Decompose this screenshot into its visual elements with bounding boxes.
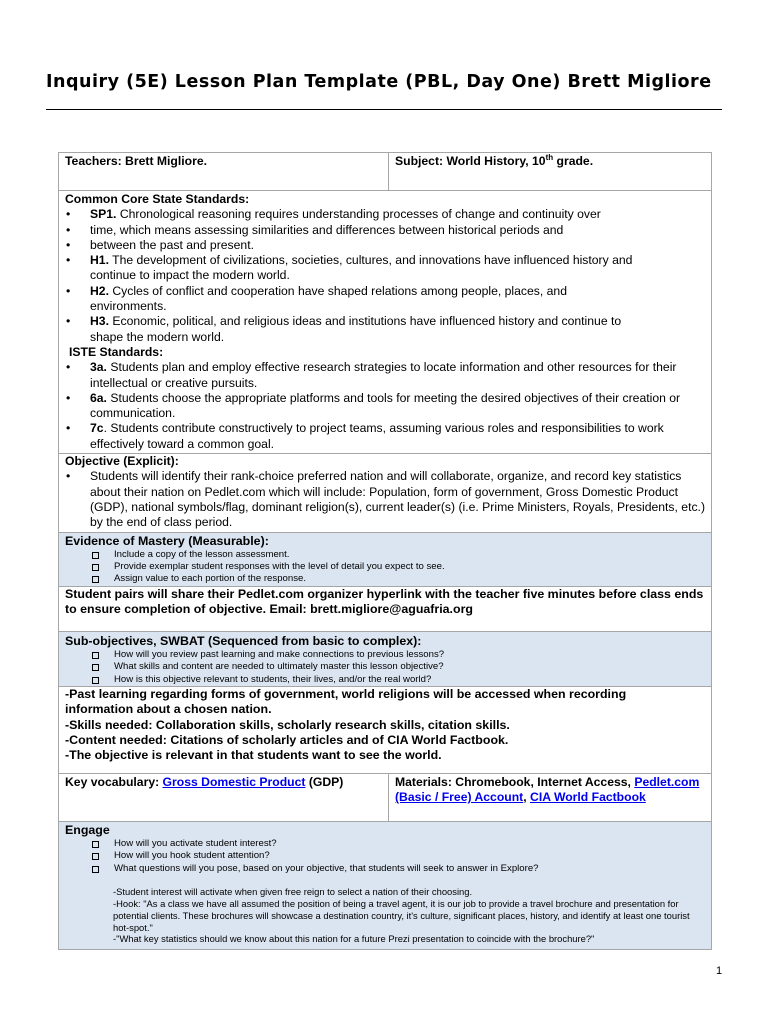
ccss-text: Economic, political, and religious ideas and institutions have influenced history and continue to shape the modern world. bbox=[90, 314, 622, 344]
objective-row bbox=[59, 454, 712, 532]
standards-row bbox=[59, 191, 712, 454]
engage-answer: -Hook: "As a class we have all assumed the position of being a travel agent, it is our job to provide a travel brochure and presentation for potential clients. These brochures will showcase a destination country, it's culture, significant places, history, and identify at least one tourist hot-spot." bbox=[113, 897, 690, 933]
subobjectives-heading: Sub-objectives, SWBAT (Sequenced from basic to complex): bbox=[65, 633, 422, 648]
evidence-answer-cell bbox=[59, 586, 712, 631]
objective-cell bbox=[59, 454, 712, 532]
subject-cell bbox=[389, 153, 712, 191]
iste-code: 3a. bbox=[90, 360, 107, 375]
evidence-header-cell bbox=[59, 532, 712, 586]
ccss-item bbox=[65, 284, 706, 315]
iste-list bbox=[65, 360, 706, 452]
document-title: Inquiry (5E) Lesson Plan Template (PBL, Day One) Brett Migliore bbox=[46, 72, 712, 92]
subobjective-prompt: How is this objective relevant to students, their lives, and/or the real world? bbox=[90, 674, 706, 686]
subobjective-answer: -The objective is relevant in that students want to see the world. bbox=[65, 748, 442, 763]
ccss-item bbox=[65, 314, 706, 345]
subobjectives-header-row bbox=[59, 631, 712, 686]
engage-spacer bbox=[65, 875, 706, 886]
engage-prompt: How will you hook student attention? bbox=[90, 850, 706, 862]
ccss-heading: Common Core State Standards: bbox=[65, 192, 250, 206]
evidence-answer: Student pairs will share their Pedlet.com organizer hyperlink with the teacher five minutes before class ends to ensure completion of objective. Email: brett.migliore@aguafria.org bbox=[65, 586, 704, 617]
iste-item bbox=[65, 421, 706, 452]
subobjective-answer: -Content needed: Citations of scholarly articles and of CIA World Factbook. bbox=[65, 732, 509, 747]
subobjective-prompt: How will you review past learning and make connections to previous lessons? bbox=[90, 649, 706, 661]
page-number: 1 bbox=[716, 965, 723, 977]
iste-text: Students choose the appropriate platforms and tools for meeting the desired objectives of their creation or communication. bbox=[90, 390, 681, 421]
subobjective-answer: -Past learning regarding forms of government, world religions will be accessed when recording information about a chosen nation. bbox=[65, 686, 627, 717]
ccss-item bbox=[65, 253, 706, 284]
vocab-suffix: (GDP) bbox=[305, 774, 344, 789]
ccss-item bbox=[65, 223, 706, 238]
ccss-code: H1. bbox=[90, 253, 109, 268]
ccss-item bbox=[65, 207, 706, 222]
vocab-label: Key vocabulary: bbox=[65, 774, 163, 789]
subobjective-prompt: What skills and content are needed to ultimately master this lesson objective? bbox=[90, 661, 706, 673]
evidence-header-row bbox=[59, 532, 712, 586]
engage-answer: -Student interest will activate when given free reign to select a nation of their choosing. bbox=[113, 886, 473, 898]
evidence-prompts bbox=[65, 549, 706, 586]
subobjectives-answer-row bbox=[59, 686, 712, 773]
evidence-prompt: Provide exemplar student responses with the level of detail you expect to see. bbox=[90, 561, 706, 573]
ccss-text: time, which means assessing similarities and differences between historical periods and bbox=[90, 222, 564, 237]
evidence-heading: Evidence of Mastery (Measurable): bbox=[65, 533, 269, 548]
vocab-materials-row bbox=[59, 773, 712, 821]
pedlet-link[interactable]: Pedlet.com (Basic / Free) Account bbox=[395, 774, 700, 805]
teachers-cell bbox=[59, 153, 389, 191]
cia-factbook-link[interactable]: CIA World Factbook bbox=[530, 790, 646, 805]
ccss-text: Chronological reasoning requires understanding processes of change and continuity over bbox=[116, 207, 601, 222]
title-divider bbox=[46, 109, 722, 110]
iste-item bbox=[65, 360, 706, 391]
subject-sup: th bbox=[545, 152, 554, 162]
iste-code: 6a. bbox=[90, 390, 107, 405]
materials-sep: , bbox=[523, 790, 531, 805]
ccss-code: SP1. bbox=[90, 207, 117, 222]
engage-header-row bbox=[59, 821, 712, 949]
materials-label: Materials: Chromebook, Internet Access, bbox=[395, 774, 635, 789]
standards-cell bbox=[59, 191, 712, 454]
evidence-answer-row bbox=[59, 586, 712, 631]
ccss-text: The development of civilizations, societies, cultures, and innovations have influenced history and continue to impact the modern world. bbox=[90, 253, 633, 283]
engage-heading: Engage bbox=[65, 822, 110, 837]
lesson-plan-table bbox=[58, 152, 712, 950]
iste-text: Students plan and employ effective research strategies to locate information and other resources for their intellectual or creative pursuits. bbox=[90, 360, 677, 390]
iste-text: . Students contribute constructively to project teams, assuming various roles and responsibilities to work effectively toward a common goal. bbox=[90, 421, 664, 451]
evidence-prompt: Assign value to each portion of the response. bbox=[90, 573, 706, 585]
subject-suffix: grade. bbox=[553, 154, 594, 168]
iste-item bbox=[65, 391, 706, 422]
engage-header-cell bbox=[59, 821, 712, 949]
evidence-prompt: Include a copy of the lesson assessment. bbox=[90, 549, 706, 561]
ccss-text: between the past and present. bbox=[90, 237, 254, 252]
subobjective-answer: -Skills needed: Collaboration skills, scholarly research skills, citation skills. bbox=[65, 717, 510, 732]
ccss-item bbox=[65, 238, 706, 253]
vocab-cell bbox=[59, 773, 389, 821]
engage-prompt: How will you activate student interest? bbox=[90, 838, 706, 850]
subobjectives-prompts bbox=[65, 649, 706, 686]
engage-answers bbox=[65, 886, 706, 949]
materials-cell bbox=[389, 773, 712, 821]
subobjectives-header-cell bbox=[59, 631, 712, 686]
objective-text: Students will identify their rank-choice preferred nation and will collaborate, organize, and record key statistics about their nation on Pedlet.com which will include: Population, form of government, Gross Domestic Product (GDP), national symbols/flag, dominant religion(s), current leader(s) (i.e. Prime Ministers, Royals, Presidents, etc.) by the end of class period. bbox=[90, 469, 705, 530]
teachers-text: Teachers: Brett Migliore. bbox=[65, 154, 207, 168]
iste-code: 7c bbox=[90, 421, 104, 436]
subject-text: Subject: World History, 10 bbox=[395, 154, 546, 168]
objective-heading: Objective (Explicit): bbox=[65, 454, 179, 469]
ccss-code: H3. bbox=[90, 314, 109, 329]
teacher-subject-row bbox=[59, 153, 712, 191]
ccss-code: H2. bbox=[90, 283, 109, 298]
objective-list bbox=[65, 469, 706, 530]
subobjectives-answer-cell bbox=[59, 686, 712, 773]
ccss-list bbox=[65, 207, 706, 345]
engage-answer: -"What key statistics should we know about this nation for a future Prezi presentation to coincide with the brochure?" bbox=[113, 933, 595, 945]
engage-prompts bbox=[65, 838, 706, 875]
objective-item bbox=[65, 469, 706, 530]
engage-prompt: What questions will you pose, based on your objective, that students will seek to answer in Explore? bbox=[90, 863, 706, 875]
iste-heading: ISTE Standards: bbox=[69, 344, 164, 359]
gdp-link[interactable]: Gross Domestic Product bbox=[162, 774, 306, 789]
ccss-text: Cycles of conflict and cooperation have shaped relations among people, places, and environments. bbox=[90, 283, 567, 314]
